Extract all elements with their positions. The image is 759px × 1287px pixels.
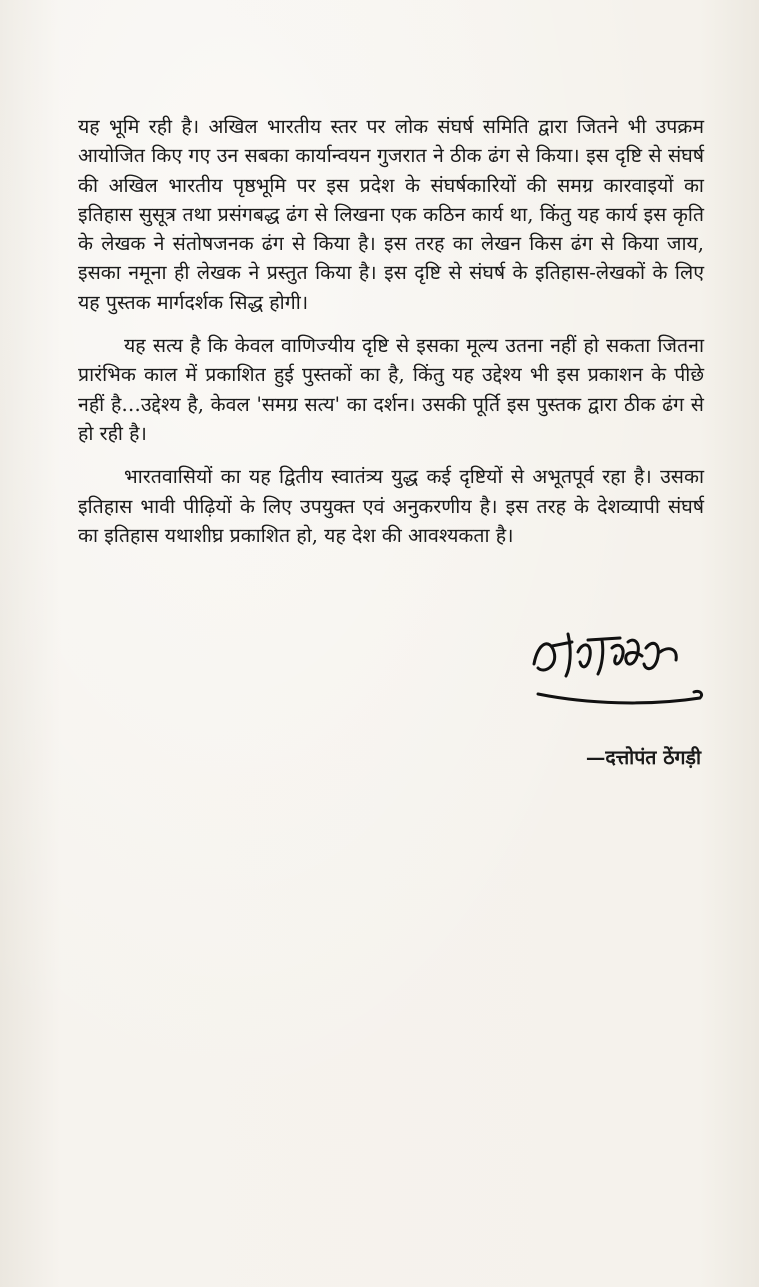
body-text [78,112,704,550]
author-name: —दत्तोपंत ठेंगड़ी [585,746,701,769]
paragraph-1: यह भूमि रही है। अखिल भारतीय स्तर पर लोक संघर्ष समिति द्वारा जितने भी उपक्रम आयोजित किए गए उन सबका कार्यान्वयन गुजरात ने ठीक ढंग से किया। इस दृष्टि से संघर्ष की अखिल भारतीय पृष्ठभूमि पर इस प्रदेश के संघर्षकारियों की समग्र कारवाइयों का इतिहास सुसूत्र तथा प्रसंगबद्ध ढंग से लिखना एक कठिन कार्य था, किंतु यह कार्य इस कृति के लेखक ने संतोषजनक ढंग से किया है। इस तरह का लेखन किस ढंग से किया जाय, इसका नमूना ही लेखक ने प्रस्तुत किया है। इस दृष्टि से संघर्ष के इतिहास-लेखकों के लिए यह पुस्तक मार्गदर्शक सिद्ध होगी। [78,115,704,314]
paragraph-2: यह सत्य है कि केवल वाणिज्यीय दृष्टि से इसका मूल्य उतना नहीं हो सकता जितना प्रारंभिक काल में प्रकाशित हुई पुस्तकों का है, किंतु यह उद्देश्य भी इस प्रकाशन के पीछे नहीं है…उद्देश्य है, केवल 'समग्र सत्य' का दर्शन। उसकी पूर्ति इस पुस्तक द्वारा ठीक ढंग से हो रही है। [78,334,704,445]
handwritten-signature [528,612,708,722]
paragraph-3: भारतवासियों का यह द्वितीय स्वातंत्र्य युद्ध कई दृष्टियों से अभूतपूर्व रहा है। उसका इतिहास भावी पीढ़ियों के लिए उपयुक्त एवं अनुकरणीय है। इस तरह के देशव्यापी संघर्ष का इतिहास यथाशीघ्र प्रकाशित हो, यह देश की आवश्यकता है। [78,465,704,547]
